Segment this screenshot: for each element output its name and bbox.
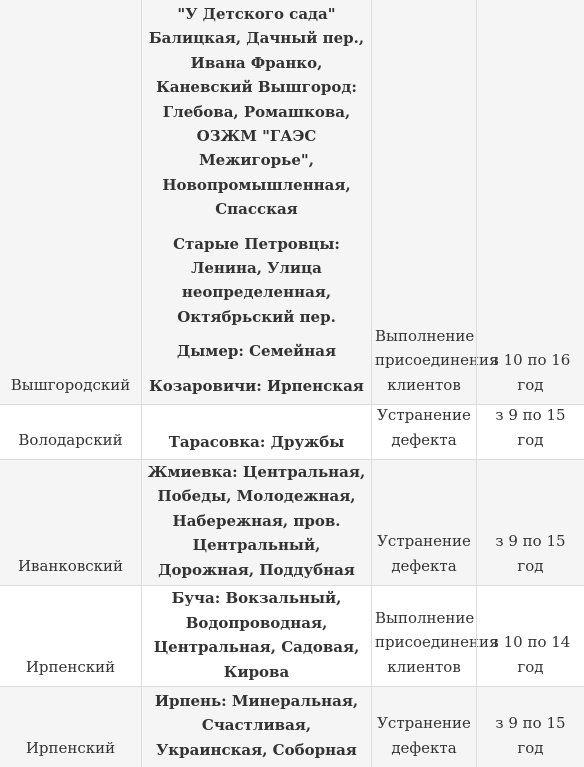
work-type-cell <box>371 586 499 686</box>
address-group: Старые Петровцы: Ленина, Улица неопределенная, Октябрьский пер. <box>173 234 340 326</box>
addresses-cell <box>141 460 371 585</box>
address-group: "У Детского сада" Балицкая, Дачный пер., Ивана Франко, Каневский Вышгород: Глебова, Ромашкова, ОЗЖМ "ГАЭС Межигорье", Новопромышленная, Спасская <box>148 4 365 219</box>
work-type: Устранение дефекта <box>377 714 471 757</box>
table-row <box>0 405 584 459</box>
district-name: Ирпенский <box>25 658 116 676</box>
work-type-cell <box>371 460 476 585</box>
period-cell <box>476 586 584 686</box>
time-period: з 9 по 15 год <box>495 406 566 449</box>
addresses-cell <box>141 586 371 686</box>
district-cell <box>0 0 141 404</box>
district-name: Вышгородский <box>10 376 131 394</box>
address-group: Козаровичи: Ирпенская <box>149 376 364 395</box>
addresses-cell <box>141 0 371 404</box>
district-name: Володарский <box>18 431 123 449</box>
period-cell <box>476 687 584 767</box>
work-type: Выполнение присоединения клиентов <box>375 326 499 394</box>
district-name: Ирпенский <box>25 739 116 757</box>
district-cell <box>0 586 141 686</box>
district-cell <box>0 460 141 585</box>
work-type-cell <box>371 405 476 459</box>
time-period: з 10 по 14 год <box>490 633 571 676</box>
work-type-cell <box>371 0 499 404</box>
period-cell <box>476 405 584 459</box>
period-cell <box>476 460 584 585</box>
time-period: з 10 по 16 год <box>490 351 571 394</box>
address-group: Буча: Вокзальный, Водопроводная, Центральная, Садовая, Кирова <box>153 589 360 681</box>
period-cell <box>476 0 584 404</box>
table-row <box>0 586 584 686</box>
time-period: з 9 по 15 год <box>495 714 566 757</box>
district-name: Иванковский <box>17 557 124 575</box>
district-cell <box>0 405 141 459</box>
address-group: Тарасовка: Дружбы <box>168 432 345 451</box>
address-group: Ирпень: Минеральная, Счастливая, Украинская, Соборная <box>154 691 359 759</box>
addresses-cell <box>141 405 371 459</box>
address-group: Жмиевка: Центральная, Победы, Молодежная, Набережная, пров. Центральный, Дорожная, Поддубная <box>147 462 366 579</box>
addresses-cell <box>141 687 371 767</box>
work-type: Выполнение присоединения клиентов <box>375 608 499 676</box>
work-type: Устранение дефекта <box>377 532 471 575</box>
table-row <box>0 687 584 767</box>
work-type: Устранение дефекта <box>377 406 471 449</box>
district-cell <box>0 687 141 767</box>
time-period: з 9 по 15 год <box>495 532 566 575</box>
address-group: Дымер: Семейная <box>176 342 337 361</box>
table-row <box>0 460 584 585</box>
work-type-cell <box>371 687 476 767</box>
